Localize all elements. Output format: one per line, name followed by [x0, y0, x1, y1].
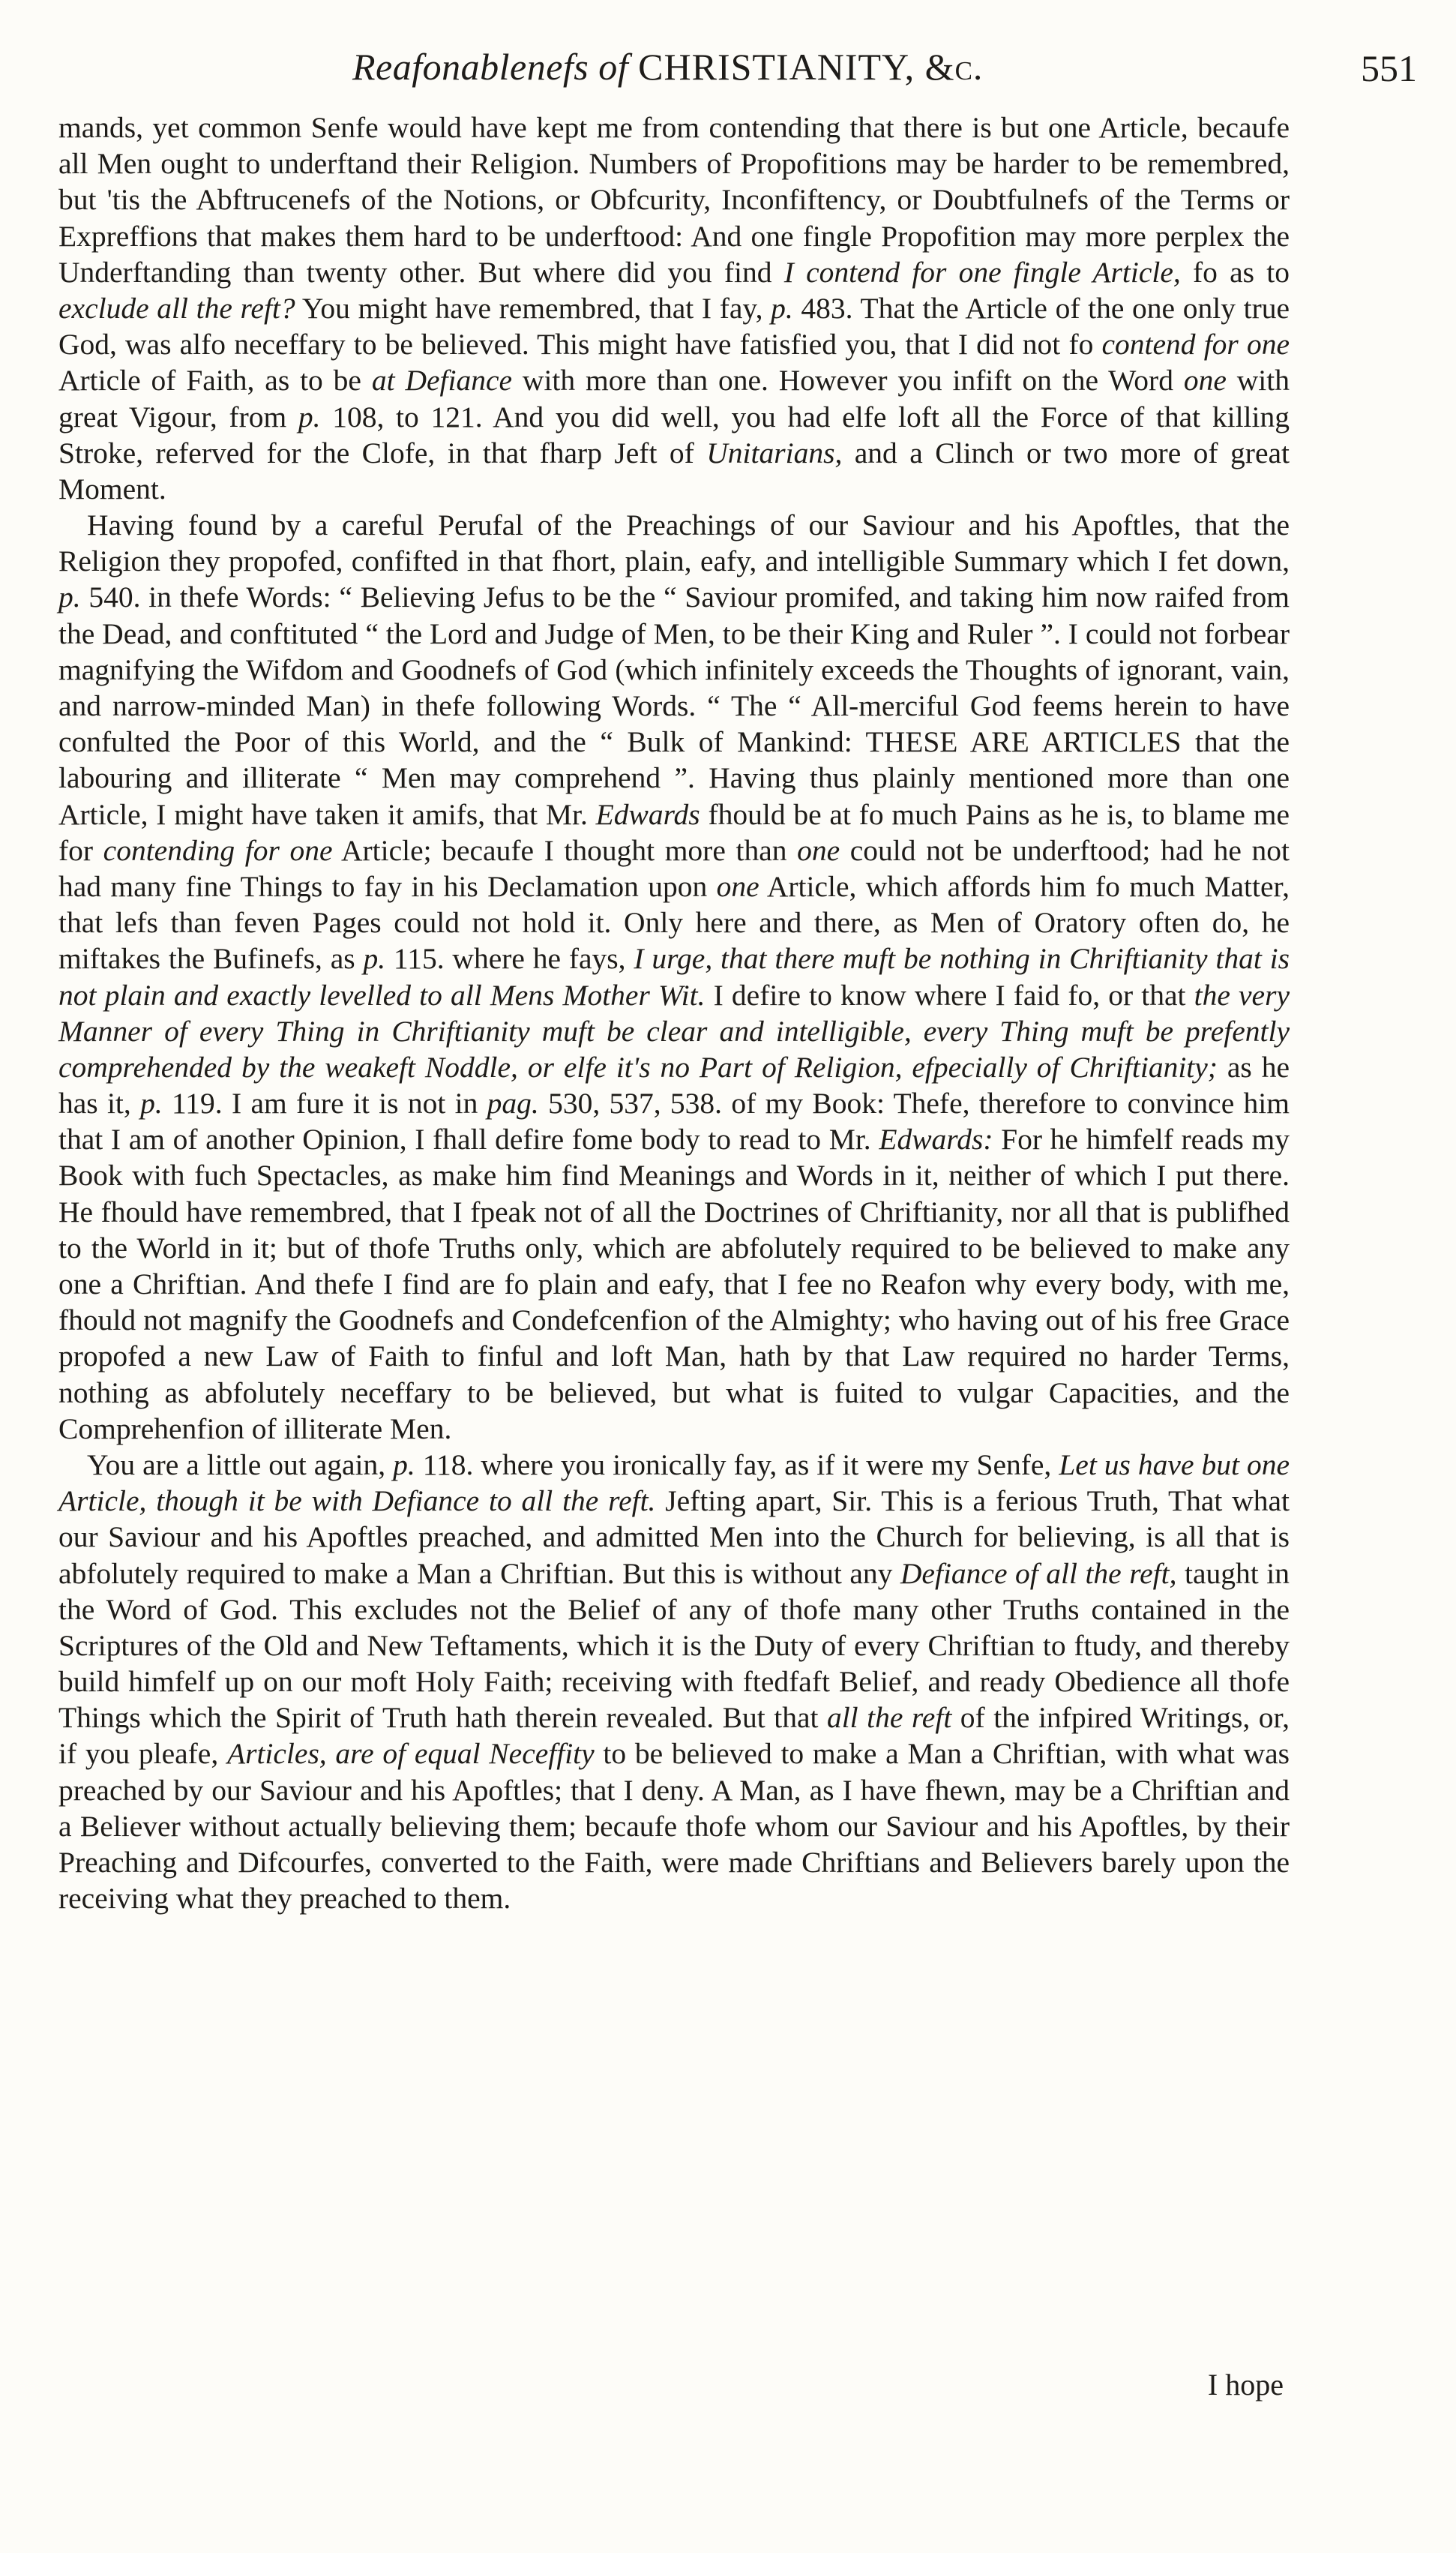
text-run: For he himfelf reads my Book with fuch Spectacles, as make him find Meanings and Words in it, neither of which I put there. He fhould have remembred, that I fpeak not of all the Doctrines of Chriftianity, nor all that is publifhed to the World in it; but of thofe Truths only, which are abfolutely required to be believed to make any one a Chriftian. And thefe I find are fo plain and eafy, that I fee no Reafon why every body, with me, fhould not magnify the Goodnefs and Condefcenfion of the Almighty; who having out of his free Grace propofed a new Law of Faith to finful and loft Man, hath by that Law required no harder Terms, nothing as abfolutely neceffary to be believed, but what is fuited to vulgar Capacities, and the Comprehenfion of illiterate Men.: [58, 1123, 1290, 1445]
text-run: Article, which affords him fo much Matter, that lefs than feven Pages could not hold it. Only here and there, as Men of Oratory often do, he miftakes the Bufinefs, as: [58, 869, 1290, 976]
text-run: taught in the Word of God. This excludes not the Belief of any of thofe many other Truths contained in the Scriptures of the Old and New Teftaments, which it is the Duty of every Chriftian to ftudy, and thereby build himfelf up on our moft Holy Faith; receiving with ftedfaft Belief, and ready Obedience all thofe Things which the Spirit of Truth hath therein revealed. But that: [58, 1556, 1290, 1735]
italic-text: Edwards:: [879, 1123, 993, 1156]
paragraph: [58, 1447, 1290, 1916]
italic-text: contend for one: [1101, 328, 1290, 362]
text-run: 483. That the Article of the one only true God, was alfo neceffary to be believed. This might have fatisfied you, that I did not fo: [58, 291, 1290, 362]
italic-text: all the reft: [826, 1701, 952, 1735]
running-title: [352, 45, 983, 88]
paragraph: [58, 110, 1290, 507]
paragraph: [58, 507, 1290, 1447]
page-number: 551: [1361, 47, 1417, 89]
body-text: [58, 110, 1290, 1916]
italic-text: Let us have but one Article, though it be with Defiance to all the reft.: [58, 1448, 1290, 1518]
running-title-italic: Reafonablenefs of: [352, 46, 629, 88]
italic-text: the very Manner of every Thing in Chriftianity muft be clear and intelligible, every Thing muft be prefently comprehended by the weakeft Noddle, or elfe it's no Part of Religion, efpecially of Chriftianity;: [58, 978, 1290, 1084]
text-run: 115. where he fays,: [385, 942, 634, 976]
text-run: with great Vigour, from: [58, 364, 1290, 434]
text-run: 540. in thefe Words: “ Believing Jefus to be the “ Saviour promifed, and taking him now raifed from the Dead, and conftituted “ the Lord and Judge of Men, to be their King and Ruler ”. I could not forbear magnifying the Wifdom and Goodnefs of God (which infinitely exceeds the Thoughts of ignorant, vain, and narrow-minded Man) in thefe following Words. “ The “ All-merciful God feems herein to have confulted the Poor of this World, and the “ Bulk of Mankind: THESE ARE ARTICLES that the labouring and illiterate “ Men may comprehend ”. Having thus plainly mentioned more than one Article, I might have taken it amifs, that Mr.: [58, 580, 1290, 831]
italic-text: p.: [58, 580, 81, 614]
italic-text: p.: [298, 400, 321, 434]
text-run: and a Clinch or two more of great Moment.: [58, 436, 1290, 506]
italic-text: p.: [771, 291, 793, 325]
italic-text: one: [797, 833, 840, 867]
running-title-caps: CHRISTIANITY, &c.: [638, 46, 984, 88]
italic-text: Articles, are of equal Neceffity: [226, 1737, 595, 1771]
italic-text: Edwards: [595, 797, 700, 831]
text-run: of the infpired Writings, or, if you pleafe,: [58, 1701, 1290, 1771]
text-run: with more than one. However you infift on the Word: [512, 364, 1184, 398]
text-run: mands, yet common Senfe would have kept me from contending that there is but one Article, becaufe all Men ought to underftand their Religion. Numbers of Propofitions may be harder to be remembred, but 'tis the Abftrucenefs of the Notions, or Obfcurity, Inconfiftency, or Doubtfulnefs of the Terms or Expreffions that makes them hard to be underftood: And one fingle Propofition may more perplex the Underftanding than twenty other. But where did you find: [58, 111, 1290, 289]
text-run: Jefting apart, Sir. This is a ferious Truth, That what our Saviour and his Apoftles preached, and admitted Men into the Church for believing, is all that is abfolutely required to make a Man a Chriftian. But this is without any: [58, 1484, 1290, 1590]
text-run: Article of Faith, as to be: [58, 364, 372, 398]
text-run: Article; becaufe I thought more than: [332, 833, 798, 867]
italic-text: p.: [363, 942, 386, 976]
text-run: to be believed to make a Man a Chriftian, with what was preached by our Saviour and his Apoftles; that I deny. A Man, as I have fhewn, may be a Chriftian and a Believer without actually believing them; becaufe thofe whom our Saviour and his Apoftles, by their Preaching and Difcourfes, converted to the Faith, were made Chriftians and Believers barely upon the receiving what they preached to them.: [58, 1737, 1290, 1916]
text-run: 108, to 121. And you did well, you had elfe loft all the Force of that killing Stroke, referved for the Clofe, in that fharp Jeft of: [58, 400, 1290, 470]
text-run: 118. where you ironically fay, as if it were my Senfe,: [415, 1448, 1059, 1481]
page-header: [352, 45, 1417, 98]
italic-text: exclude all the reft?: [58, 291, 295, 325]
italic-text: contending for one: [103, 833, 333, 867]
italic-text: I urge, that there muft be nothing in Chriftianity that is not plain and exactly levelled to all Mens Mother Wit.: [58, 942, 1290, 1012]
italic-text: one: [716, 869, 759, 903]
italic-text: p.: [393, 1448, 415, 1481]
text-run: 530, 537, 538. of my Book: Thefe, therefore to convince him that I am of another Opinion, I fhall defire fome body to read to Mr.: [58, 1087, 1290, 1156]
text-run: You are a little out again,: [87, 1448, 394, 1481]
italic-text: I contend for one fingle Article,: [783, 255, 1181, 289]
italic-text: pag.: [487, 1087, 539, 1120]
italic-text: one: [1183, 364, 1227, 398]
catchword: I hope: [1207, 2368, 1284, 2402]
italic-text: at Defiance: [371, 364, 513, 398]
text-run: 119. I am fure it is not in: [162, 1087, 487, 1120]
text-run: I defire to know where I faid fo, or that: [705, 978, 1194, 1012]
text-run: could not be underftood; had he not had many fine Things to fay in his Declamation upon: [58, 833, 1290, 903]
text-run: You might have remembred, that I fay,: [295, 291, 771, 325]
text-run: fo as to: [1180, 255, 1290, 289]
text-run: as he has it,: [58, 1050, 1290, 1120]
text-run: Having found by a careful Perufal of the Preachings of our Saviour and his Apoftles, that the Religion they propofed, confifted in that fhort, plain, eafy, and intelligible Summary which I fet down,: [58, 508, 1290, 578]
italic-text: p.: [140, 1087, 163, 1120]
italic-text: Unitarians,: [706, 436, 843, 470]
text-run: fhould be at fo much Pains as he is, to blame me for: [58, 797, 1290, 867]
italic-text: Defiance of all the reft,: [900, 1556, 1177, 1590]
